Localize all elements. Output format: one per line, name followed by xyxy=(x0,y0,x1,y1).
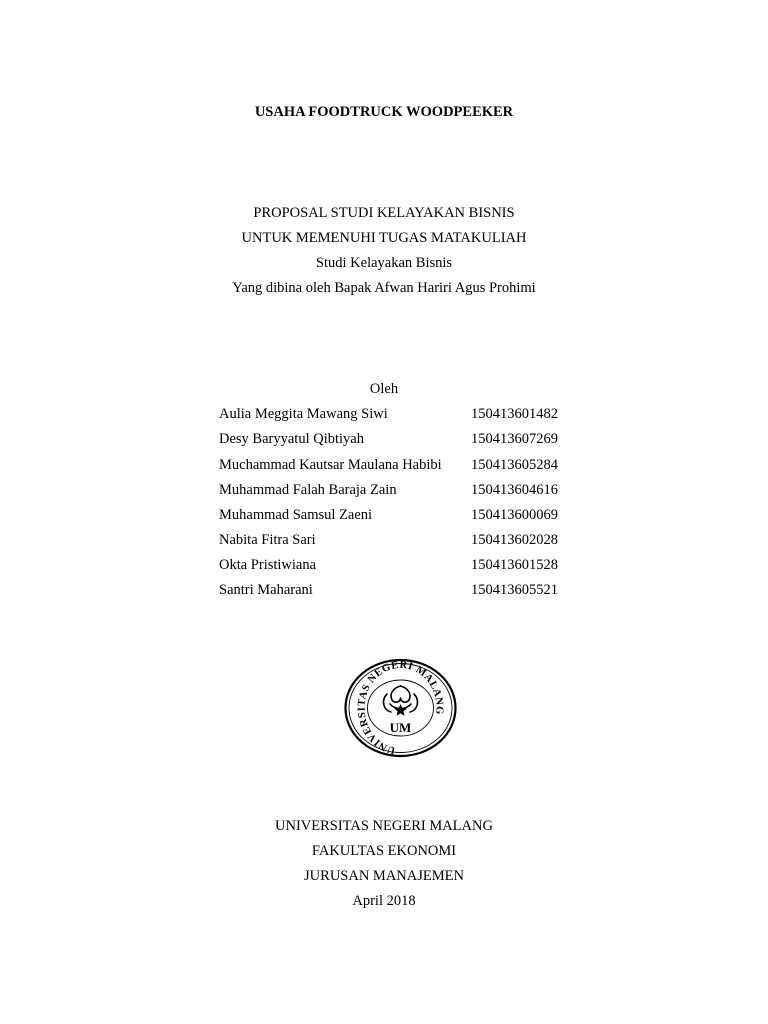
member-name: Muhammad Samsul Zaeni xyxy=(219,507,373,523)
member-nim: 150413605521 xyxy=(471,582,558,598)
member-row xyxy=(219,430,579,448)
member-name: Okta Pristiwiana xyxy=(219,557,317,573)
member-row xyxy=(219,481,579,499)
member-nim: 150413607269 xyxy=(471,431,558,447)
member-name: Nabita Fitra Sari xyxy=(219,532,316,548)
footer-faculty: FAKULTAS EKONOMI xyxy=(311,843,457,859)
member-row xyxy=(219,531,579,549)
member-name: Santri Maharani xyxy=(219,582,313,598)
member-name: Aulia Meggita Mawang Siwi xyxy=(219,406,388,422)
member-nim: 150413602028 xyxy=(471,532,558,548)
member-row xyxy=(219,581,579,599)
footer-date: April 2018 xyxy=(352,893,416,909)
document-title: USAHA FOODTRUCK WOODPEEKER xyxy=(254,104,514,120)
supervisor-line: Yang dibina oleh Bapak Afwan Hariri Agus Prohimi xyxy=(232,280,536,296)
member-nim: 150413600069 xyxy=(471,507,558,523)
member-nim: 150413605284 xyxy=(471,457,558,473)
course-line: Studi Kelayakan Bisnis xyxy=(315,255,453,271)
svg-text:UNIVERSITAS NEGERI MALANG: UNIVERSITAS NEGERI MALANG xyxy=(356,659,445,756)
purpose-line: UNTUK MEMENUHI TUGAS MATAKULIAH xyxy=(241,230,527,246)
member-nim: 150413601528 xyxy=(471,557,558,573)
member-nim: 150413601482 xyxy=(471,406,558,422)
member-row xyxy=(219,456,579,474)
member-name: Muhammad Falah Baraja Zain xyxy=(219,482,397,498)
member-row xyxy=(219,556,579,574)
member-name: Desy Baryyatul Qibtiyah xyxy=(219,431,364,447)
svg-text:UM: UM xyxy=(389,720,412,735)
footer-university: UNIVERSITAS NEGERI MALANG xyxy=(275,818,493,834)
member-row xyxy=(219,405,579,423)
university-seal-icon xyxy=(343,658,458,758)
member-row xyxy=(219,506,579,524)
footer-department: JURUSAN MANAJEMEN xyxy=(304,868,464,884)
member-nim: 150413604616 xyxy=(471,482,558,498)
member-name: Muchammad Kautsar Maulana Habibi xyxy=(219,457,442,473)
authors-label: Oleh xyxy=(369,381,399,397)
proposal-line: PROPOSAL STUDI KELAYAKAN BISNIS xyxy=(253,205,515,221)
